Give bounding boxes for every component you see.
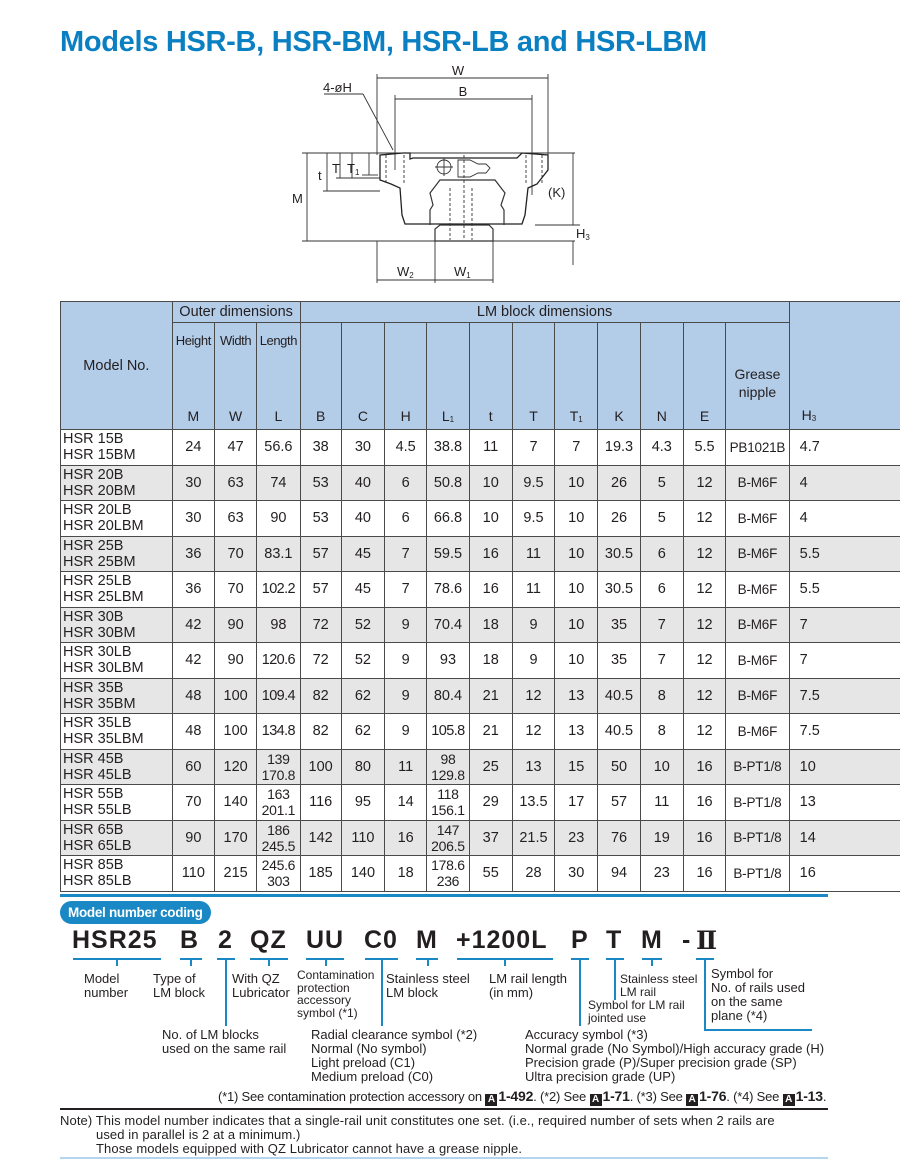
cell-t: 12	[512, 678, 554, 714]
cell-t: 9.5	[512, 501, 554, 537]
note-block	[60, 1114, 840, 1156]
cell-model-no: HSR 25LB HSR 25LBM	[61, 572, 173, 608]
header-height: Height	[172, 323, 214, 404]
cell-l1: 59.5	[427, 536, 469, 572]
dim-label-b: B	[458, 84, 468, 99]
cell-h: 6	[385, 501, 427, 537]
cell-n: 8	[640, 678, 683, 714]
cell-t1: 30	[555, 856, 598, 892]
cell-l: 74	[257, 465, 300, 501]
table-row	[61, 714, 900, 750]
cell-t: 13.5	[512, 785, 554, 821]
cell-h: 7	[385, 536, 427, 572]
model-number-coding-badge: Model number coding	[60, 901, 211, 924]
label-model-number: Model number	[84, 971, 129, 1000]
cell-m: 70	[172, 785, 214, 821]
cell-e: 16	[683, 856, 725, 892]
cell-nipple: B-M6F	[726, 536, 790, 572]
cell-t1: 17	[555, 785, 598, 821]
cell-w: 70	[214, 572, 256, 608]
label-radial-clearance: Radial clearance symbol (*2) Normal (No symbol) Light preload (C1) Medium preload (C0)	[311, 1027, 478, 1084]
cell-t1: 10	[555, 643, 598, 679]
cell-c: 45	[341, 536, 384, 572]
code-part-rails-count: Ⅱ	[696, 926, 719, 955]
header-lm-block-dimensions: LM block dimensions	[300, 302, 789, 323]
cell-n: 6	[640, 536, 683, 572]
cell-e: 12	[683, 501, 725, 537]
cell-nipple: B-M6F	[726, 465, 790, 501]
cell-l: 186 245.5	[257, 820, 300, 856]
ref-link-1-76[interactable]: 1-76	[699, 1088, 727, 1104]
cell-n: 7	[640, 607, 683, 643]
code-part-stainless-block: M	[416, 926, 438, 954]
cell-l: 102.2	[257, 572, 300, 608]
dim-label-w: W	[451, 63, 465, 78]
bottom-divider	[60, 1157, 828, 1159]
cell-l1: 66.8	[427, 501, 469, 537]
cell-model-no: HSR 25B HSR 25BM	[61, 536, 173, 572]
header-sym-c: C	[341, 403, 384, 430]
cell-h: 9	[385, 714, 427, 750]
cell-w: 120	[214, 749, 256, 785]
dim-label-T1: T1	[347, 161, 360, 177]
cell-t1: 13	[555, 678, 598, 714]
code-part-dash: -	[682, 926, 692, 954]
header-h3: $H_3$	[789, 302, 900, 430]
cell-t: 16	[469, 572, 512, 608]
label-contamination: Contamination protection accessory symbol (*1)	[297, 968, 375, 1020]
header-sym-t-small: t	[469, 403, 512, 430]
cell-nipple: B-M6F	[726, 572, 790, 608]
cell-model-no: HSR 35B HSR 35BM	[61, 678, 173, 714]
cell-m: 36	[172, 536, 214, 572]
cell-m: 90	[172, 820, 214, 856]
cell-n: 5	[640, 465, 683, 501]
cell-t: 21	[469, 714, 512, 750]
cell-model-no: HSR 45B HSR 45LB	[61, 749, 173, 785]
cell-model-no: HSR 30B HSR 30BM	[61, 607, 173, 643]
cell-h3: 7	[789, 643, 900, 679]
cell-nipple: B-M6F	[726, 501, 790, 537]
cell-b: 100	[300, 749, 341, 785]
dim-label-h3: H3	[576, 226, 590, 242]
cell-e: 12	[683, 572, 725, 608]
header-sym-k: K	[598, 403, 640, 430]
table-row	[61, 678, 900, 714]
dim-label-T: T	[332, 161, 340, 176]
header-sym-T: T	[512, 403, 554, 430]
cell-c: 95	[341, 785, 384, 821]
cell-n: 19	[640, 820, 683, 856]
cell-t1: 15	[555, 749, 598, 785]
header-sym-w: W	[214, 403, 256, 430]
cell-e: 16	[683, 785, 725, 821]
cell-nipple: B-PT1/8	[726, 749, 790, 785]
code-part-stainless-rail: M	[641, 926, 663, 954]
header-sym-n: N	[640, 403, 683, 430]
cell-nipple: PB1021B	[726, 430, 790, 466]
header-sym-e: E	[683, 403, 725, 430]
cell-n: 11	[640, 785, 683, 821]
cell-b: 72	[300, 643, 341, 679]
cell-nipple: B-M6F	[726, 678, 790, 714]
cell-c: 40	[341, 465, 384, 501]
note-line-3: Those models equipped with QZ Lubricator cannot have a grease nipple.	[96, 1141, 523, 1156]
cell-l1: 105.8	[427, 714, 469, 750]
cell-n: 7	[640, 643, 683, 679]
label-jointed-use: Symbol for LM rail jointed use	[588, 998, 685, 1025]
cell-m: 24	[172, 430, 214, 466]
cell-nipple: B-M6F	[726, 714, 790, 750]
cell-n: 6	[640, 572, 683, 608]
cell-b: 185	[300, 856, 341, 892]
header-sym-h: H	[385, 403, 427, 430]
table-row	[61, 430, 900, 466]
cell-k: 40.5	[598, 678, 640, 714]
cell-t: 13	[512, 749, 554, 785]
code-part-block-count: 2	[218, 926, 233, 954]
table-row	[61, 607, 900, 643]
cell-h: 18	[385, 856, 427, 892]
cell-t1: 13	[555, 714, 598, 750]
table-row	[61, 465, 900, 501]
cell-model-no: HSR 30LB HSR 30LBM	[61, 643, 173, 679]
cell-t1: 10	[555, 501, 598, 537]
dim-label-w1: W1	[454, 264, 471, 280]
header-sym-l1: $L_1$	[427, 403, 469, 430]
cell-l: 134.8	[257, 714, 300, 750]
cell-t: 55	[469, 856, 512, 892]
cell-k: 76	[598, 820, 640, 856]
table-body	[61, 430, 900, 892]
cell-k: 19.3	[598, 430, 640, 466]
cell-m: 110	[172, 856, 214, 892]
cell-t: 11	[512, 536, 554, 572]
cell-k: 30.5	[598, 536, 640, 572]
code-part-seal: UU	[306, 926, 345, 954]
cell-t: 10	[469, 501, 512, 537]
table-row	[61, 820, 900, 856]
cell-n: 5	[640, 501, 683, 537]
cell-k: 40.5	[598, 714, 640, 750]
cell-h3: 7	[789, 607, 900, 643]
cell-n: 23	[640, 856, 683, 892]
header-sym-T1: $T_1$	[555, 403, 598, 430]
catalog-a-icon: A	[783, 1094, 795, 1106]
cell-e: 16	[683, 749, 725, 785]
cell-c: 45	[341, 572, 384, 608]
cell-h: 4.5	[385, 430, 427, 466]
cell-l: 90	[257, 501, 300, 537]
catalog-a-icon: A	[590, 1094, 602, 1106]
code-part-block-type: B	[180, 926, 200, 954]
cell-w: 90	[214, 643, 256, 679]
ref-link-1-71[interactable]: 1-71	[602, 1088, 630, 1104]
cell-h: 11	[385, 749, 427, 785]
cell-nipple: B-PT1/8	[726, 785, 790, 821]
header-length: Length	[257, 323, 300, 404]
label-accuracy: Accuracy symbol (*3) Normal grade (No Symbol)/High accuracy grade (H) Precision grade (P)/Super precision grade (SP) Ultra precision grade (UP)	[525, 1027, 825, 1084]
cell-nipple: B-M6F	[726, 607, 790, 643]
cell-model-no: HSR 20B HSR 20BM	[61, 465, 173, 501]
cell-h: 16	[385, 820, 427, 856]
code-part-clearance: C0	[364, 926, 398, 954]
cell-t1: 10	[555, 607, 598, 643]
cell-h: 9	[385, 607, 427, 643]
header-sym-b: B	[300, 403, 341, 430]
code-part-accuracy: P	[571, 926, 589, 954]
ref-link-1-492[interactable]: 1-492	[498, 1088, 534, 1104]
cell-t: 25	[469, 749, 512, 785]
cell-h3: 5.5	[789, 572, 900, 608]
table-row	[61, 749, 900, 785]
cell-t1: 10	[555, 536, 598, 572]
cell-h3: 7.5	[789, 714, 900, 750]
cell-b: 72	[300, 607, 341, 643]
cell-e: 12	[683, 536, 725, 572]
dim-label-hole: 4-øH	[323, 80, 352, 95]
cell-h3: 5.5	[789, 536, 900, 572]
cell-h3: 16	[789, 856, 900, 892]
cell-h: 14	[385, 785, 427, 821]
cell-e: 16	[683, 820, 725, 856]
cell-t: 16	[469, 536, 512, 572]
cell-m: 48	[172, 714, 214, 750]
cell-h3: 4	[789, 465, 900, 501]
cell-t: 11	[469, 430, 512, 466]
cell-k: 26	[598, 465, 640, 501]
cell-model-no: HSR 15B HSR 15BM	[61, 430, 173, 466]
cell-e: 12	[683, 465, 725, 501]
label-qz-lubricator: With QZ Lubricator	[232, 971, 290, 1000]
note-divider	[60, 1108, 828, 1110]
cell-h3: 14	[789, 820, 900, 856]
label-stainless-rail: Stainless steel LM rail	[620, 972, 698, 999]
cell-e: 12	[683, 678, 725, 714]
cell-m: 36	[172, 572, 214, 608]
cell-c: 52	[341, 643, 384, 679]
cell-c: 62	[341, 714, 384, 750]
cell-n: 10	[640, 749, 683, 785]
cell-h3: 7.5	[789, 678, 900, 714]
cell-b: 57	[300, 536, 341, 572]
cell-h: 6	[385, 465, 427, 501]
cell-w: 215	[214, 856, 256, 892]
label-type-of-block: Type of LM block	[153, 971, 206, 1000]
cell-h: 9	[385, 678, 427, 714]
cell-t: 7	[512, 430, 554, 466]
cell-model-no: HSR 35LB HSR 35LBM	[61, 714, 173, 750]
cell-model-no: HSR 85B HSR 85LB	[61, 856, 173, 892]
label-rails-on-plane: Symbol for No. of rails used on the same plane (*4)	[711, 966, 805, 1023]
cell-t: 10	[469, 465, 512, 501]
cell-c: 30	[341, 430, 384, 466]
cell-t: 9	[512, 643, 554, 679]
cell-w: 70	[214, 536, 256, 572]
note-line-1: Note) This model number indicates that a single-rail unit constitutes one set. (i.e., required number of sets when 2 rails are	[60, 1113, 775, 1128]
cell-nipple: B-PT1/8	[726, 856, 790, 892]
cell-h: 7	[385, 572, 427, 608]
cell-l1: 78.6	[427, 572, 469, 608]
cell-c: 140	[341, 856, 384, 892]
table-row	[61, 643, 900, 679]
dim-label-t: t	[318, 168, 322, 183]
footnote-references: (*1) See contamination protection accessory on A 1-492. (*2) See A 1-71. (*3) See A 1-76. (*4) See A 1-13.	[218, 1088, 827, 1105]
cell-c: 52	[341, 607, 384, 643]
cell-l: 98	[257, 607, 300, 643]
note-line-2: used in parallel is 2 at a minimum.)	[96, 1127, 301, 1142]
cell-t: 18	[469, 643, 512, 679]
cell-c: 62	[341, 678, 384, 714]
code-part-jointed: T	[606, 926, 623, 954]
cell-l1: 98 129.8	[427, 749, 469, 785]
label-blocks-per-rail: No. of LM blocks used on the same rail	[162, 1027, 287, 1056]
catalog-a-icon: A	[686, 1094, 698, 1106]
cell-w: 140	[214, 785, 256, 821]
cell-c: 80	[341, 749, 384, 785]
cell-b: 142	[300, 820, 341, 856]
dim-label-m: M	[292, 191, 303, 206]
table-row	[61, 536, 900, 572]
cell-l: 120.6	[257, 643, 300, 679]
cell-b: 116	[300, 785, 341, 821]
cell-model-no: HSR 65B HSR 65LB	[61, 820, 173, 856]
cell-b: 82	[300, 678, 341, 714]
cell-h3: 10	[789, 749, 900, 785]
lm-block-cross-section-diagram	[290, 60, 610, 290]
cell-k: 35	[598, 607, 640, 643]
cell-l1: 93	[427, 643, 469, 679]
header-grease-nipple: Grease nipple	[726, 323, 790, 430]
cell-e: 12	[683, 643, 725, 679]
cell-l1: 50.8	[427, 465, 469, 501]
cell-k: 94	[598, 856, 640, 892]
cell-w: 47	[214, 430, 256, 466]
cell-h3: 4	[789, 501, 900, 537]
cell-m: 48	[172, 678, 214, 714]
cell-t1: 10	[555, 465, 598, 501]
cell-e: 5.5	[683, 430, 725, 466]
cell-n: 4.3	[640, 430, 683, 466]
header-model-no: Model No.	[61, 302, 173, 430]
ref-link-1-13[interactable]: 1-13	[795, 1088, 823, 1104]
cell-l: 163 201.1	[257, 785, 300, 821]
cell-l1: 118 156.1	[427, 785, 469, 821]
cell-c: 40	[341, 501, 384, 537]
cell-model-no: HSR 55B HSR 55LB	[61, 785, 173, 821]
cell-t: 18	[469, 607, 512, 643]
cell-m: 42	[172, 643, 214, 679]
cell-t: 37	[469, 820, 512, 856]
table-row	[61, 785, 900, 821]
header-sym-m: M	[172, 403, 214, 430]
cell-h3: 13	[789, 785, 900, 821]
catalog-a-icon: A	[485, 1094, 497, 1106]
cell-w: 170	[214, 820, 256, 856]
cell-c: 110	[341, 820, 384, 856]
code-part-rail-length: +1200L	[456, 926, 548, 954]
cell-h3: 4.7	[789, 430, 900, 466]
cell-t: 21	[469, 678, 512, 714]
cell-t: 29	[469, 785, 512, 821]
cell-t: 9.5	[512, 465, 554, 501]
cell-l: 139 170.8	[257, 749, 300, 785]
cell-b: 38	[300, 430, 341, 466]
dim-label-w2: W2	[397, 264, 414, 280]
cell-m: 30	[172, 465, 214, 501]
cell-l1: 38.8	[427, 430, 469, 466]
cell-w: 100	[214, 714, 256, 750]
cell-h: 9	[385, 643, 427, 679]
cell-e: 12	[683, 714, 725, 750]
cell-b: 82	[300, 714, 341, 750]
cell-w: 90	[214, 607, 256, 643]
cell-l: 245.6 303	[257, 856, 300, 892]
cell-n: 8	[640, 714, 683, 750]
header-width: Width	[214, 323, 256, 404]
section-divider	[60, 894, 828, 897]
cell-l: 83.1	[257, 536, 300, 572]
cell-k: 30.5	[598, 572, 640, 608]
cell-k: 57	[598, 785, 640, 821]
cell-t1: 7	[555, 430, 598, 466]
cell-e: 12	[683, 607, 725, 643]
cell-l1: 178.6 236	[427, 856, 469, 892]
cell-k: 35	[598, 643, 640, 679]
cell-model-no: HSR 20LB HSR 20LBM	[61, 501, 173, 537]
cell-nipple: B-PT1/8	[726, 820, 790, 856]
cell-l1: 70.4	[427, 607, 469, 643]
label-rail-length: LM rail length (in mm)	[489, 971, 568, 1000]
cell-t1: 23	[555, 820, 598, 856]
header-sym-l: L	[257, 403, 300, 430]
dimensions-table	[60, 301, 900, 892]
cell-nipple: B-M6F	[726, 643, 790, 679]
cell-t: 12	[512, 714, 554, 750]
cell-m: 60	[172, 749, 214, 785]
cell-w: 100	[214, 678, 256, 714]
cell-t: 9	[512, 607, 554, 643]
cell-w: 63	[214, 465, 256, 501]
cell-l1: 80.4	[427, 678, 469, 714]
cell-l: 109.4	[257, 678, 300, 714]
header-outer-dimensions: Outer dimensions	[172, 302, 300, 323]
cell-l: 56.6	[257, 430, 300, 466]
cell-b: 53	[300, 501, 341, 537]
cell-m: 30	[172, 501, 214, 537]
dim-label-k: (K)	[548, 185, 566, 200]
code-part-series: HSR25	[72, 926, 158, 954]
cell-k: 50	[598, 749, 640, 785]
page-title: Models HSR-B, HSR-BM, HSR-LB and HSR-LBM	[60, 26, 707, 58]
cell-b: 57	[300, 572, 341, 608]
table-row	[61, 572, 900, 608]
label-stainless-block: Stainless steel LM block	[386, 971, 470, 1000]
cell-t: 21.5	[512, 820, 554, 856]
cell-l1: 147 206.5	[427, 820, 469, 856]
code-part-qz: QZ	[250, 926, 287, 954]
cell-t: 11	[512, 572, 554, 608]
table-row	[61, 856, 900, 892]
cell-m: 42	[172, 607, 214, 643]
cell-w: 63	[214, 501, 256, 537]
table-row	[61, 501, 900, 537]
cell-b: 53	[300, 465, 341, 501]
cell-t: 28	[512, 856, 554, 892]
cell-t1: 10	[555, 572, 598, 608]
cell-k: 26	[598, 501, 640, 537]
